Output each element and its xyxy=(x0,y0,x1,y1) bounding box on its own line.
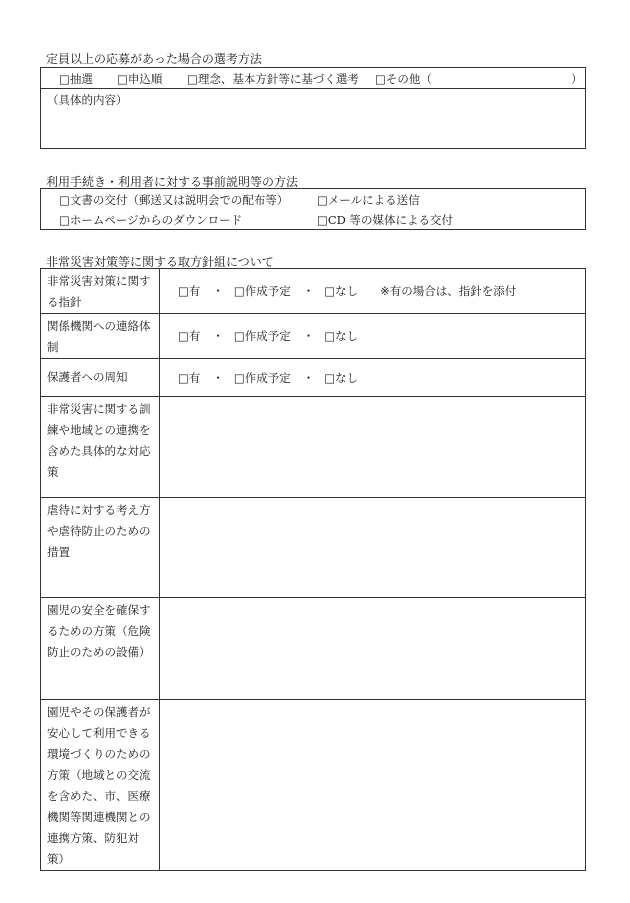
separator: ・ xyxy=(212,329,224,343)
row-label: 関係機関への連絡体制 xyxy=(41,314,160,359)
disaster-title: 非常災害対策等に関する取方針組について xyxy=(46,255,274,269)
procedure-box xyxy=(40,188,586,230)
row-label: 園児の安全を確保するための方策（危険防止のための設備） xyxy=(41,598,160,700)
choice-no[interactable]: □なし xyxy=(324,370,359,385)
option-document[interactable]: □文書の交付（郵送又は説明会での配布等） xyxy=(59,193,289,207)
choice-planned[interactable]: □作成予定 xyxy=(233,329,291,343)
option-email[interactable]: □メールによる送信 xyxy=(317,193,420,207)
selection-title: 定員以上の応募があった場合の選考方法 xyxy=(46,52,262,66)
option-cd[interactable]: □CD 等の媒体による交付 xyxy=(317,213,454,227)
separator: ・ xyxy=(302,370,315,385)
choice-yes[interactable]: □有 xyxy=(178,329,201,343)
option-lottery[interactable]: □抽選 xyxy=(59,72,93,86)
table-row xyxy=(41,498,586,598)
detail-label: （具体的内容） xyxy=(47,93,128,107)
answer-cell[interactable] xyxy=(160,598,586,700)
attach-note: ※有の場合は、指針を添付 xyxy=(380,284,517,298)
table-row xyxy=(41,314,586,359)
table-row xyxy=(41,397,586,498)
answer-cell[interactable] xyxy=(160,397,586,498)
choice-yes[interactable]: □有 xyxy=(178,370,201,385)
answer-cell[interactable] xyxy=(160,700,586,871)
table-row xyxy=(41,359,586,397)
row-label: 保護者への周知 xyxy=(41,359,160,397)
separator: ・ xyxy=(212,370,224,385)
row-label: 非常災害に関する訓練や地域との連携を含めた具体的な対応策 xyxy=(41,397,160,498)
row-label: 虐待に対する考え方や虐待防止のための措置 xyxy=(41,498,160,598)
choice-group xyxy=(160,283,585,299)
option-other[interactable]: □その他（ xyxy=(375,72,432,86)
option-first-come[interactable]: □申込順 xyxy=(117,72,163,86)
table-row xyxy=(41,269,586,314)
table-row xyxy=(41,598,586,700)
table-row xyxy=(41,700,586,871)
choice-yes[interactable]: □有 xyxy=(178,284,201,298)
choice-group xyxy=(160,328,585,344)
choice-planned[interactable]: □作成予定 xyxy=(233,370,291,385)
choice-no[interactable]: □なし xyxy=(324,329,359,343)
separator: ・ xyxy=(302,329,315,343)
answer-cell[interactable] xyxy=(160,498,586,598)
procedure-title: 利用手続き・利用者に対する事前説明等の方法 xyxy=(46,175,299,189)
separator: ・ xyxy=(302,284,315,298)
disaster-table xyxy=(40,268,586,871)
selection-box xyxy=(40,67,586,149)
option-other-close: ） xyxy=(571,72,583,86)
option-download[interactable]: □ホームページからのダウンロード xyxy=(59,213,243,227)
choice-group xyxy=(160,370,585,386)
selection-options-row xyxy=(41,68,585,89)
option-policy[interactable]: □理念、基本方針等に基づく選考 xyxy=(187,72,359,86)
choice-planned[interactable]: □作成予定 xyxy=(233,284,291,298)
row-label: 園児やその保護者が安心して利用できる環境づくりのための方策（地域との交流を含めた、市、医療機関等関連機関との連携方策、防犯対策） xyxy=(41,700,160,871)
separator: ・ xyxy=(212,284,224,298)
choice-no[interactable]: □なし xyxy=(324,284,359,298)
row-label: 非常災害対策に関する指針 xyxy=(41,269,160,314)
